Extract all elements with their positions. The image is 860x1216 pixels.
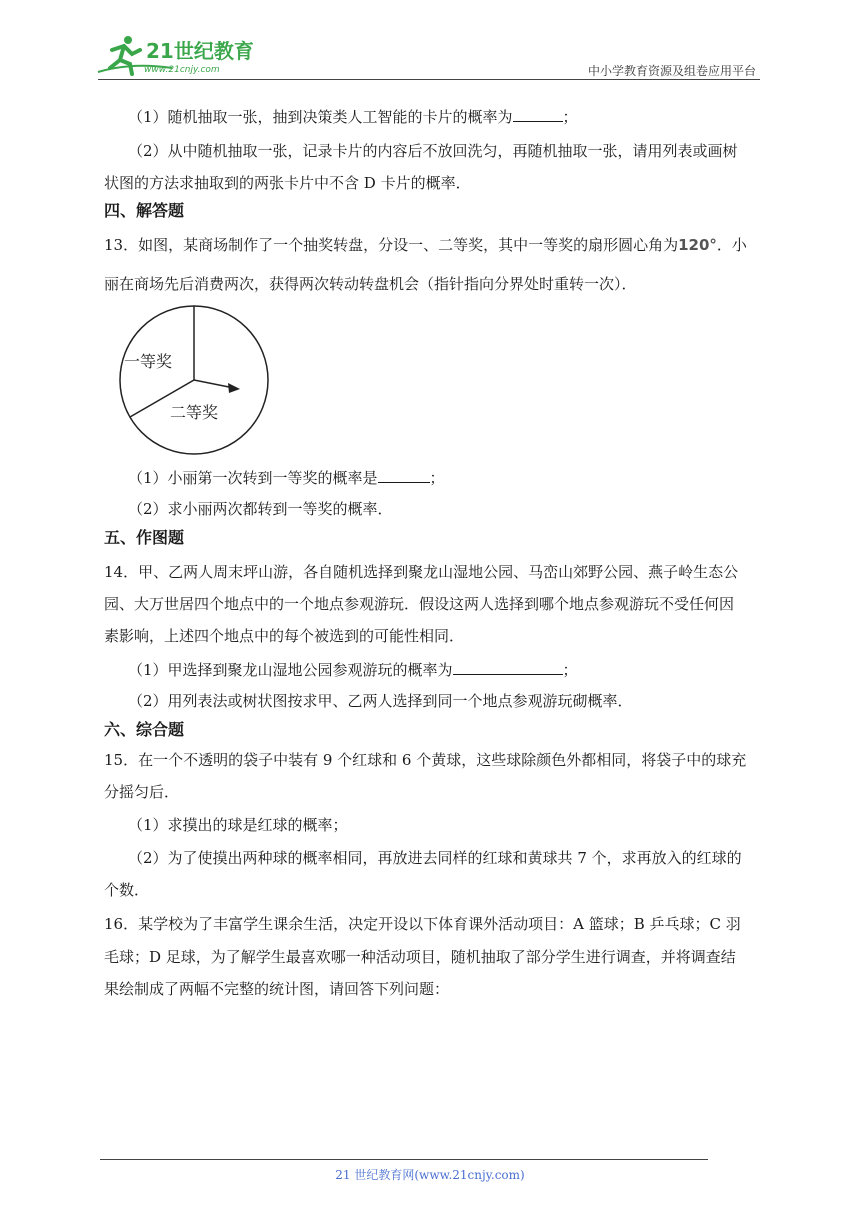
q15-line2: 分摇匀后． bbox=[104, 783, 180, 801]
header-divider bbox=[98, 79, 760, 80]
site-logo bbox=[92, 28, 262, 80]
q13-line2: 丽在商场先后消费两次，获得两次转动转盘机会（指针指向分界处时重转一次）． bbox=[104, 275, 637, 293]
q14-line2: 园、大万世居四个地点中的一个地点参观游玩．假设这两人选择到哪个地点参观游玩不受任何因 bbox=[104, 595, 735, 613]
q15-line1: 15．在一个不透明的袋子中装有 9 个红球和 6 个黄球，这些球除颜色外都相同，将袋子中的球充 bbox=[104, 751, 747, 769]
q14-line3: 素影响，上述四个地点中的每个被选到的可能性相同． bbox=[104, 627, 465, 645]
q15-part1: （1）求摸出的球是红球的概率； bbox=[128, 816, 348, 834]
q12-part2-line1: （2）从中随机抽取一张，记录卡片的内容后不放回洗匀，再随机抽取一张，请用列表或画树 bbox=[128, 142, 738, 160]
logo-url-text: www.21cnjy.com bbox=[144, 65, 220, 75]
section-title: 六、综合题 bbox=[104, 720, 185, 739]
q13-part1: （1）小丽第一次转到一等奖的概率是 ； bbox=[128, 469, 445, 487]
q14-part1: （1）甲选择到聚龙山湿地公园参观游玩的概率为 ； bbox=[128, 661, 578, 679]
q13-line1: 13．如图，某商场制作了一个抽奖转盘，分设一、二等奖，其中一等奖的扇形圆心角为120°．小 bbox=[104, 236, 747, 254]
q14-part2: （2）用列表法或树状图按求甲、乙两人选择到同一个地点参观游玩砌概率． bbox=[128, 692, 633, 710]
header-platform-text: 中小学教育资源及组卷应用平台 bbox=[587, 64, 756, 78]
section-title: 五、作图题 bbox=[104, 528, 185, 547]
angle-value: 120° bbox=[678, 236, 717, 254]
q12-part2-line2: 状图的方法求抽取到的两张卡片中不含 D 卡片的概率． bbox=[104, 174, 471, 192]
q15-part2-line1: （2）为了使摸出两种球的概率相同，再放进去同样的红球和黄球共 7 个，求再放入的红球的 bbox=[128, 849, 742, 867]
answer-blank[interactable] bbox=[378, 467, 430, 483]
q16-line3: 果绘制成了两幅不完整的统计图，请回答下列问题： bbox=[104, 980, 450, 998]
pointer-arrow-icon bbox=[228, 383, 240, 393]
footer-divider bbox=[100, 1159, 708, 1160]
wheel-pointer bbox=[194, 380, 234, 388]
q16-line1: 16．某学校为了丰富学生课余生活，决定开设以下体育课外活动项目：A 篮球；B 乒乓球；C 羽 bbox=[104, 915, 741, 933]
footer-link[interactable]: 21 世纪教育网(www.21cnjy.com) bbox=[335, 1168, 525, 1182]
answer-blank[interactable] bbox=[513, 106, 563, 122]
answer-blank[interactable] bbox=[453, 659, 563, 675]
q13-part2: （2）求小丽两次都转到一等奖的概率． bbox=[128, 500, 393, 518]
q15-part2-line2: 个数． bbox=[104, 881, 150, 899]
q14-line1: 14．甲、乙两人周末坪山游，各自随机选择到聚龙山湿地公园、马峦山郊野公园、燕子岭生态公 bbox=[104, 563, 739, 581]
logo-main-text: 21世纪教育 bbox=[146, 39, 254, 63]
wheel-label-second: 二等奖 bbox=[170, 403, 219, 422]
q16-line2: 毛球；D 足球，为了解学生最喜欢哪一种活动项目，随机抽取了部分学生进行调查，并将调查结 bbox=[104, 948, 736, 966]
prize-wheel-figure bbox=[116, 302, 272, 458]
wheel-label-first: 一等奖 bbox=[124, 352, 173, 371]
section-title: 四、解答题 bbox=[104, 201, 185, 220]
q12-part1: （1）随机抽取一张，抽到决策类人工智能的卡片的概率为 ； bbox=[128, 108, 578, 126]
